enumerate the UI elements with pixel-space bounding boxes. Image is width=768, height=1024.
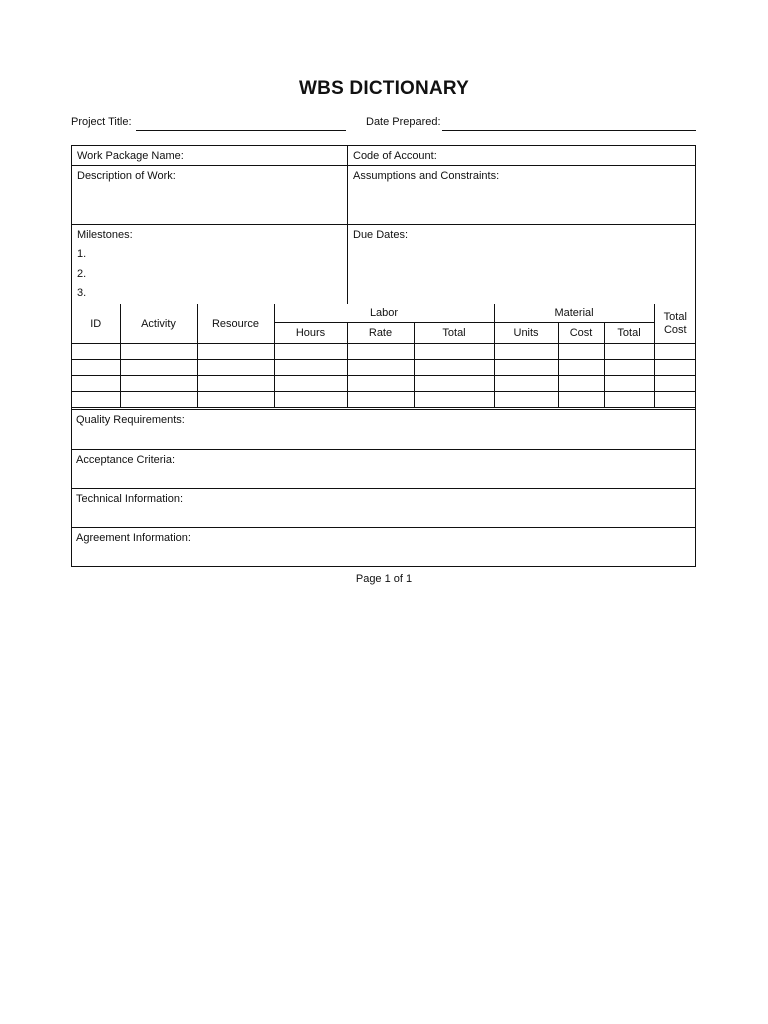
description-cell[interactable]	[72, 166, 348, 225]
code-of-account-label: Code of Account:	[353, 150, 437, 162]
quality-requirements-label: Quality Requirements:	[76, 414, 185, 426]
milestones-cell[interactable]	[72, 225, 348, 304]
table-cell[interactable]	[654, 392, 696, 408]
acceptance-criteria-section[interactable]	[72, 449, 696, 488]
table-cell[interactable]	[72, 360, 120, 376]
group-header-material: Material	[494, 304, 654, 323]
table-row	[72, 376, 696, 392]
group-header-labor: Labor	[274, 304, 494, 323]
table-cell[interactable]	[120, 344, 197, 360]
table-cell[interactable]	[274, 360, 347, 376]
col-header-activity: Activity	[120, 304, 197, 344]
milestone-item: 2.	[77, 268, 87, 280]
page-number: Page 1 of 1	[355, 573, 413, 585]
table-cell[interactable]	[197, 344, 274, 360]
table-cell[interactable]	[414, 360, 494, 376]
table-cell[interactable]	[120, 376, 197, 392]
table-cell[interactable]	[494, 344, 558, 360]
table-cell[interactable]	[604, 360, 654, 376]
date-prepared-label: Date Prepared:	[366, 116, 441, 128]
milestones-label: Milestones:	[77, 229, 133, 241]
table-cell[interactable]	[604, 376, 654, 392]
table-cell[interactable]	[120, 392, 197, 408]
technical-information-label: Technical Information:	[76, 493, 183, 505]
table-cell[interactable]	[347, 392, 414, 408]
col-header-units: Units	[494, 323, 558, 344]
table-cell[interactable]	[604, 392, 654, 408]
table-cell[interactable]	[414, 344, 494, 360]
col-header-material-total: Total	[604, 323, 654, 344]
milestone-item: 1.	[77, 248, 87, 260]
col-header-hours: Hours	[274, 323, 347, 344]
table-cell[interactable]	[494, 376, 558, 392]
col-header-labor-total: Total	[414, 323, 494, 344]
table-cell[interactable]	[558, 376, 604, 392]
table-row	[72, 360, 696, 376]
technical-information-section[interactable]	[72, 488, 696, 527]
table-cell[interactable]	[494, 360, 558, 376]
table-cell[interactable]	[274, 392, 347, 408]
activity-table	[72, 304, 696, 408]
acceptance-criteria-label: Acceptance Criteria:	[76, 454, 176, 466]
table-cell[interactable]	[72, 392, 120, 408]
col-header-total-cost	[654, 304, 696, 344]
due-dates-label: Due Dates:	[353, 229, 409, 241]
wbs-form	[71, 145, 696, 567]
milestone-item: 3.	[77, 287, 87, 299]
table-cell[interactable]	[558, 392, 604, 408]
assumptions-label: Assumptions and Constraints:	[353, 170, 500, 182]
table-cell[interactable]	[274, 376, 347, 392]
project-title-label: Project Title:	[71, 116, 132, 128]
col-header-resource: Resource	[197, 304, 274, 344]
agreement-information-label: Agreement Information:	[76, 532, 191, 544]
description-label: Description of Work:	[77, 170, 176, 182]
table-cell[interactable]	[414, 392, 494, 408]
table-cell[interactable]	[72, 344, 120, 360]
table-row	[72, 344, 696, 360]
work-package-cell[interactable]	[72, 146, 348, 166]
agreement-information-section[interactable]	[72, 527, 696, 566]
table-cell[interactable]	[72, 376, 120, 392]
table-cell[interactable]	[197, 360, 274, 376]
table-cell[interactable]	[347, 376, 414, 392]
quality-requirements-section[interactable]	[72, 409, 696, 448]
col-header-cost: Cost	[558, 323, 604, 344]
table-cell[interactable]	[558, 360, 604, 376]
table-cell[interactable]	[347, 360, 414, 376]
table-cell[interactable]	[604, 344, 654, 360]
table-cell[interactable]	[558, 344, 604, 360]
table-cell[interactable]	[494, 392, 558, 408]
col-header-rate: Rate	[347, 323, 414, 344]
table-row	[72, 392, 696, 408]
table-cell[interactable]	[414, 376, 494, 392]
date-prepared-field[interactable]	[442, 130, 696, 131]
table-cell[interactable]	[197, 392, 274, 408]
page-title: WBS DICTIONARY	[299, 78, 469, 99]
due-dates-cell[interactable]	[348, 225, 696, 304]
table-cell[interactable]	[654, 360, 696, 376]
table-cell[interactable]	[274, 344, 347, 360]
project-title-field[interactable]	[136, 130, 346, 131]
total-cost-line-2: Cost	[663, 323, 687, 336]
table-cell[interactable]	[654, 376, 696, 392]
code-of-account-cell[interactable]	[348, 146, 696, 166]
table-cell[interactable]	[347, 344, 414, 360]
total-cost-line-1: Total	[663, 310, 687, 323]
assumptions-cell[interactable]	[348, 166, 696, 225]
table-cell[interactable]	[654, 344, 696, 360]
table-cell[interactable]	[197, 376, 274, 392]
table-cell[interactable]	[120, 360, 197, 376]
work-package-label: Work Package Name:	[77, 150, 184, 162]
col-header-id: ID	[72, 304, 120, 344]
